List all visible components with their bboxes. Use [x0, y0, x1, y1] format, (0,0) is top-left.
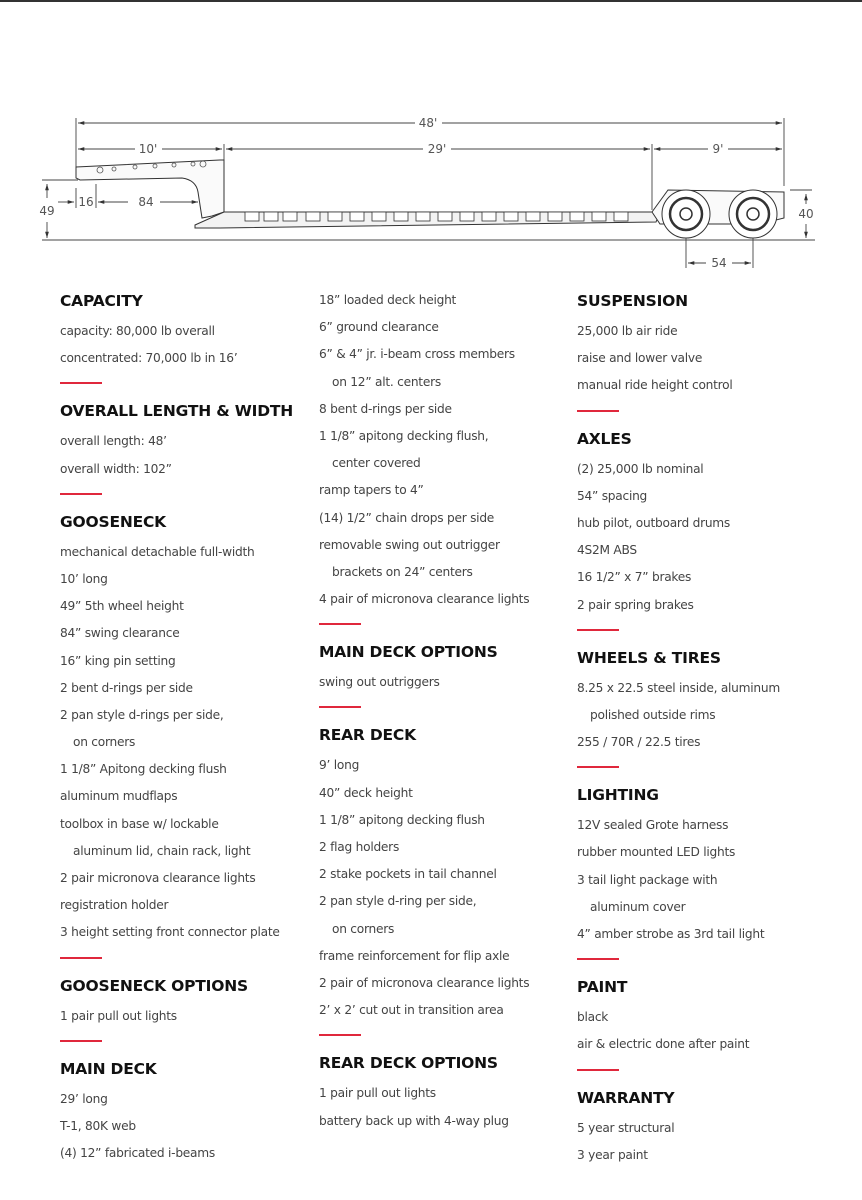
- spec-item: toolbox in base w/ lockable: [60, 816, 219, 831]
- spec-item: 2 pair micronova clearance lights: [60, 871, 256, 885]
- spec-item: 2 pair of micronova clearance lights: [319, 975, 530, 990]
- spec-item: registration holder: [60, 898, 169, 913]
- spec-item: (14) 1/2” chain drops per side: [319, 510, 495, 525]
- section-title: GOOSENECK OPTIONS: [60, 976, 248, 995]
- section-divider: [577, 766, 619, 768]
- spec-item: on 12” alt. centers: [332, 374, 441, 389]
- spec-item: 8 bent d-rings per side: [319, 401, 452, 416]
- section-title: AXLES: [577, 429, 632, 448]
- section-title: WARRANTY: [577, 1088, 675, 1107]
- spec-item: 16” king pin setting: [60, 653, 176, 668]
- spec-item: (4) 12” fabricated i-beams: [60, 1146, 215, 1161]
- spec-item: ramp tapers to 4”: [319, 483, 424, 498]
- spec-item: 2 pan style d-ring per side,: [319, 894, 477, 909]
- dim-swing-clearance: 84: [138, 195, 154, 209]
- spec-item: 1 1/8” apitong decking flush: [319, 812, 485, 827]
- spec-item: raise and lower valve: [577, 351, 703, 366]
- section-divider: [577, 629, 619, 631]
- spec-item: aluminum cover: [590, 899, 686, 914]
- spec-item: 3 height setting front connector plate: [60, 925, 280, 940]
- section-divider: [577, 410, 619, 412]
- section-divider: [577, 958, 619, 960]
- spec-item: on corners: [73, 735, 136, 750]
- spec-item: 16 1/2” x 7” brakes: [577, 570, 692, 585]
- spec-item: 29’ long: [60, 1091, 108, 1106]
- spec-item: aluminum lid, chain rack, light: [73, 843, 251, 858]
- section-title: REAR DECK OPTIONS: [319, 1054, 498, 1073]
- section-divider: [319, 1034, 361, 1036]
- spec-item: 2 stake pockets in tail channel: [319, 867, 497, 882]
- spec-item: 3 tail light package with: [577, 872, 718, 887]
- section-divider: [319, 706, 361, 708]
- section-divider: [577, 1069, 619, 1071]
- top-rule: [0, 0, 862, 2]
- spec-item: hub pilot, outboard drums: [577, 515, 731, 530]
- section-divider: [60, 493, 102, 495]
- spec-item: center covered: [332, 456, 421, 471]
- section-title: LIGHTING: [577, 786, 659, 805]
- spec-item: 2 flag holders: [319, 840, 400, 854]
- section-divider: [60, 1040, 102, 1042]
- spec-item: air & electric done after paint: [577, 1037, 750, 1052]
- spec-item: 6” & 4” jr. i-beam cross members: [319, 347, 515, 362]
- section-title: MAIN DECK OPTIONS: [319, 643, 498, 662]
- spec-item: 1 pair pull out lights: [60, 1008, 177, 1023]
- dim-rear-height: 40: [798, 207, 814, 221]
- spec-item: overall length: 48’: [60, 434, 167, 449]
- spec-item: concentrated: 70,000 lb in 16’: [60, 351, 238, 366]
- spec-item: 4” amber strobe as 3rd tail light: [577, 927, 765, 941]
- spec-item: 1 pair pull out lights: [319, 1086, 436, 1101]
- spec-item: 4 pair of micronova clearance lights: [319, 592, 530, 607]
- spec-item: 255 / 70R / 22.5 tires: [577, 735, 701, 750]
- spec-item: mechanical detachable full-width: [60, 544, 255, 559]
- dim-axle-spacing: 54: [711, 256, 727, 270]
- spec-item: removable swing out outrigger: [319, 537, 500, 552]
- spec-item: 1 1/8” apitong decking flush,: [319, 428, 489, 443]
- spec-item: (2) 25,000 lb nominal: [577, 461, 704, 476]
- spec-item: manual ride height control: [577, 378, 733, 393]
- dim-main-deck-length: 29': [427, 142, 447, 156]
- spec-item: black: [577, 1010, 609, 1025]
- spec-item: 1 1/8” Apitong decking flush: [60, 762, 227, 777]
- spec-item: 2 bent d-rings per side: [60, 680, 193, 695]
- spec-item: overall width: 102”: [60, 461, 172, 476]
- spec-item: T-1, 80K web: [60, 1118, 136, 1133]
- spec-item: rubber mounted LED lights: [577, 845, 736, 860]
- trailer-diagram: [0, 100, 862, 275]
- section-title: SUSPENSION: [577, 292, 688, 310]
- spec-column-1: [60, 290, 310, 1167]
- spec-item: 2 pan style d-rings per side,: [60, 707, 224, 722]
- spec-item: capacity: 80,000 lb overall: [60, 324, 215, 338]
- dim-overall-length: 48': [418, 116, 438, 130]
- spec-item: frame reinforcement for flip axle: [319, 948, 510, 963]
- spec-item: 49” 5th wheel height: [60, 599, 184, 614]
- section-title: GOOSENECK: [60, 512, 166, 531]
- spec-item: 12V sealed Grote harness: [577, 818, 729, 833]
- spec-item: 25,000 lb air ride: [577, 324, 678, 338]
- spec-item: brackets on 24” centers: [332, 564, 473, 579]
- spec-item: 5 year structural: [577, 1120, 675, 1135]
- spec-item: 54” spacing: [577, 488, 648, 503]
- dim-fifth-wheel-height: 49: [39, 204, 55, 218]
- spec-column-2: [319, 287, 569, 1135]
- spec-item: 10’ long: [60, 571, 108, 586]
- spec-item: 8.25 x 22.5 steel inside, aluminum: [577, 680, 780, 695]
- section-title: OVERALL LENGTH & WIDTH: [60, 402, 294, 421]
- dim-gooseneck-length: 10': [138, 142, 158, 156]
- spec-item: swing out outriggers: [319, 675, 440, 690]
- spec-item: on corners: [332, 921, 395, 936]
- section-divider: [60, 382, 102, 384]
- section-title: CAPACITY: [60, 292, 143, 310]
- spec-item: 84” swing clearance: [60, 626, 180, 641]
- spec-item: polished outside rims: [590, 707, 716, 722]
- spec-item: 18” loaded deck height: [319, 293, 457, 307]
- section-title: WHEELS & TIRES: [577, 648, 721, 667]
- spec-item: 6” ground clearance: [319, 320, 439, 335]
- dim-king-pin: 16: [78, 195, 94, 209]
- dim-rear-deck-length: 9': [712, 142, 724, 156]
- spec-column-3: [577, 290, 827, 1169]
- spec-item: 9’ long: [319, 758, 360, 773]
- spec-item: aluminum mudflaps: [60, 789, 178, 804]
- spec-item: 2’ x 2’ cut out in transition area: [319, 1003, 504, 1018]
- spec-item: 40” deck height: [319, 785, 413, 800]
- section-divider: [319, 623, 361, 625]
- spec-item: 3 year paint: [577, 1147, 648, 1162]
- section-title: PAINT: [577, 978, 628, 997]
- spec-item: 2 pair spring brakes: [577, 597, 694, 612]
- section-title: REAR DECK: [319, 726, 416, 745]
- spec-item: battery back up with 4-way plug: [319, 1113, 509, 1128]
- section-title: MAIN DECK: [60, 1059, 157, 1078]
- spec-item: 4S2M ABS: [577, 543, 637, 558]
- section-divider: [60, 957, 102, 959]
